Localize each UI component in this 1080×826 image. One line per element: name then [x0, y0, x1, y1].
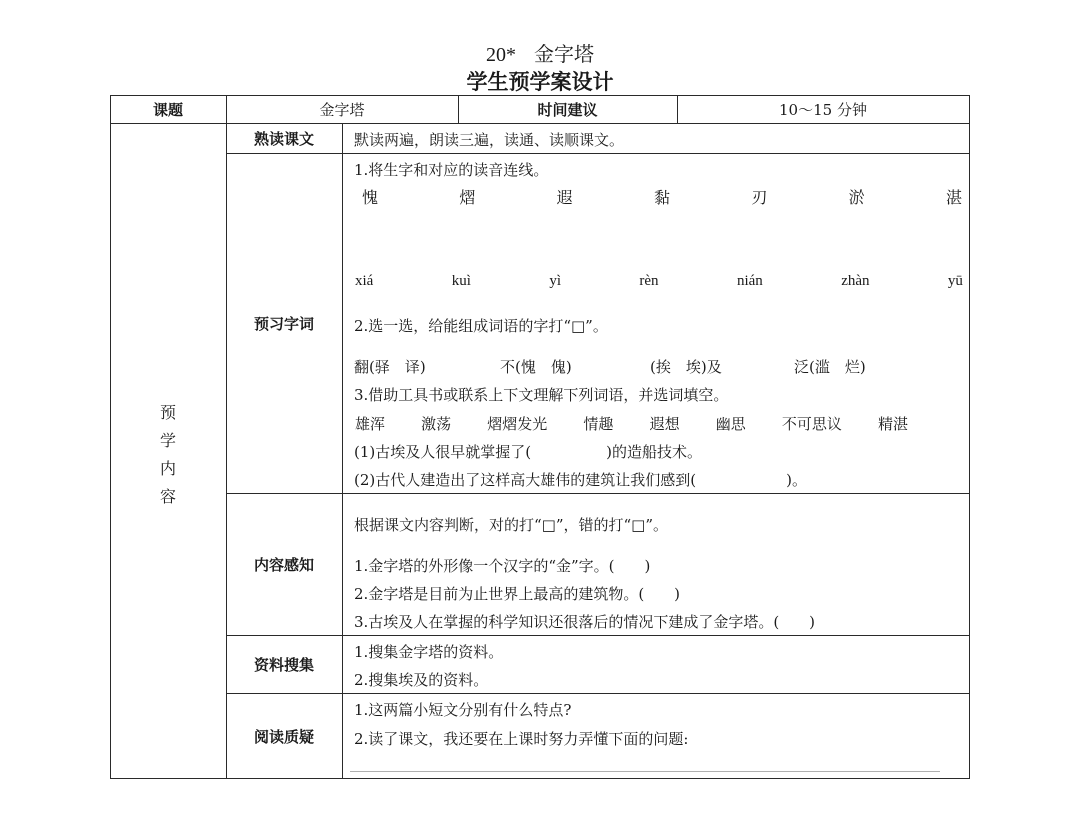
- char: 愧: [362, 188, 379, 207]
- lesson-heading: [0, 38, 1080, 67]
- fill-sentence: (2)古代人建造出了这样高大雄伟的建筑让我们感到( )。: [354, 471, 807, 489]
- q2-option: (挨 埃)及: [650, 358, 722, 376]
- ziliao-item: 1.搜集金字塔的资料。: [354, 643, 504, 661]
- lesson-number: 20*: [486, 44, 516, 66]
- yuedu-item: 2.读了课文，我还要在上课时努力弄懂下面的问题:: [354, 730, 689, 748]
- side-char: 内: [159, 459, 176, 478]
- yuxi-q1: 1.将生字和对应的读音连线。: [354, 161, 549, 179]
- pinyin-row: [355, 273, 963, 290]
- word: 熠熠发光: [487, 415, 548, 433]
- word: 遐想: [649, 415, 680, 433]
- char: 黏: [653, 188, 670, 207]
- time-label: 时间建议: [537, 100, 598, 119]
- side-char: 预: [159, 403, 176, 422]
- side-char: 学: [159, 431, 176, 450]
- word-bank: [355, 413, 908, 434]
- pinyin: rèn: [639, 273, 659, 289]
- topic-label: 课题: [152, 100, 183, 119]
- q2-option: 翻(驿 译): [354, 358, 426, 376]
- char: 遐: [556, 188, 573, 207]
- judge-item: 2.金字塔是目前为止世界上最高的建筑物。( ): [354, 585, 681, 603]
- char: 熠: [459, 188, 476, 207]
- fill-sentence: (1)古埃及人很早就掌握了( )的造船技术。: [354, 443, 702, 461]
- pinyin: zhàn: [841, 273, 870, 289]
- side-char: 容: [159, 487, 176, 506]
- word: 雄浑: [355, 415, 386, 433]
- pinyin: xiá: [355, 273, 374, 289]
- char: 刃: [751, 188, 768, 207]
- neirong-intro: 根据课文内容判断，对的打“□”，错的打“□”。: [354, 516, 669, 534]
- pinyin: yì: [549, 273, 561, 289]
- judge-item: 3.古埃及人在掌握的科学知识还很落后的情况下建成了金字塔。( ): [354, 613, 816, 631]
- topic-value: 金字塔: [319, 100, 365, 119]
- shudu-text: 默读两遍，朗读三遍，读通、读顺课文。: [354, 131, 625, 149]
- yuedu-item: 1.这两篇小短文分别有什么特点?: [354, 701, 572, 719]
- word: 幽思: [715, 415, 746, 433]
- preview-table: [110, 95, 970, 779]
- section-label-neirong: 内容感知: [253, 555, 314, 574]
- word: 情趣: [583, 415, 614, 433]
- word: 激荡: [421, 415, 452, 433]
- divider: [342, 123, 343, 779]
- page-subtitle: 学生预学案设计: [466, 70, 614, 94]
- char-row: [362, 185, 962, 208]
- ziliao-item: 2.搜集埃及的资料。: [354, 671, 489, 689]
- yuxi-q3: 3.借助工具书或联系上下文理解下列词语，并选词填空。: [354, 386, 729, 404]
- judge-item: 1.金字塔的外形像一个汉字的“金”字。( ): [354, 557, 651, 575]
- answer-line[interactable]: [350, 771, 940, 772]
- char: 湛: [945, 188, 962, 207]
- section-label-yuxi: 预习字词: [253, 314, 314, 333]
- section-label-shudu: 熟读课文: [253, 129, 314, 148]
- lesson-title: 金字塔: [534, 42, 594, 66]
- section-label-yuedu: 阅读质疑: [253, 727, 314, 746]
- yuxi-q2: 2.选一选，给能组成词语的字打“□”。: [354, 317, 608, 335]
- border-right: [969, 95, 970, 779]
- word: 精湛: [877, 415, 908, 433]
- word: 不可思议: [781, 415, 842, 433]
- time-value: 10～15 分钟: [779, 100, 867, 119]
- pinyin: kuì: [451, 273, 471, 289]
- pinyin: yū: [947, 273, 963, 289]
- q2-option: 泛(滥 烂): [794, 358, 866, 376]
- pinyin: nián: [736, 273, 763, 289]
- char: 淤: [848, 188, 865, 207]
- q2-option: 不(愧 傀): [500, 358, 572, 376]
- section-label-ziliao: 资料搜集: [253, 655, 314, 674]
- side-label: [110, 399, 226, 511]
